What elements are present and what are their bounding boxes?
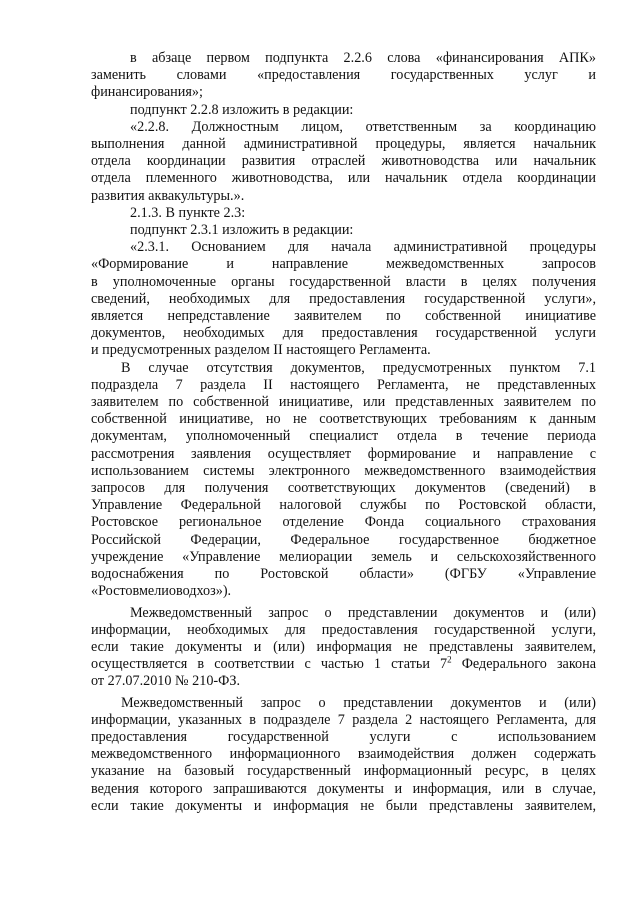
paragraph-4: 2.1.3. В пункте 2.3: <box>130 204 246 221</box>
paragraph-8-line-2: информации, необходимых для предоставления государственной услуги, <box>91 621 596 638</box>
paragraph-3-line-5: развития аквакультуры.». <box>91 187 245 204</box>
paragraph-9-line-7: если такие документы и информация не были представлены заявителем, <box>91 797 596 814</box>
paragraph-6-line-1: «2.3.1. Основанием для начала административной процедуры <box>130 239 596 256</box>
paragraph-7-line-9: Управление Федеральной налоговой службы по Ростовской области, <box>91 497 596 514</box>
paragraph-9-line-1: Межведомственный запрос о представлении документов и (или) <box>121 694 596 711</box>
paragraph-6-line-6: документов, необходимых для предоставления государственной услуги <box>91 325 596 342</box>
paragraph-7-line-11: Российской Федерации, Федеральное государственное бюджетное <box>91 531 596 548</box>
paragraph-7-line-8: запросов для получения соответствующих документов (сведений) в <box>91 480 596 497</box>
paragraph-7-line-2: подраздела 7 раздела II настоящего Регламента, не представленных <box>91 376 596 393</box>
paragraph-7-line-3: заявителем по собственной инициативе, или представленных заявителем по <box>91 394 596 411</box>
paragraph-6-line-7: и предусмотренных разделом II настоящего Регламента. <box>91 342 431 359</box>
paragraph-8-line-1: Межведомственный запрос о представлении документов и (или) <box>130 604 596 621</box>
paragraph-8-line-4 <box>91 656 596 673</box>
document-page <box>91 50 596 815</box>
paragraph-8-line-4-text: осуществляется в соответствии с частью 1 статьи 7 <box>91 656 448 673</box>
paragraph-6-line-4: сведений, необходимых для предоставления государственной услуги», <box>91 290 596 307</box>
paragraph-9-line-3: предоставления государственной услуги с использованием <box>91 728 596 745</box>
paragraph-1-line-1: в абзаце первом подпункта 2.2.6 слова «финансирования АПК» <box>130 50 596 66</box>
paragraph-7-line-4: собственной инициативе, но не соответствующих требованиям к данным <box>91 411 596 428</box>
paragraph-7-line-7: использованием системы электронного межведомственного взаимодействия <box>91 462 596 479</box>
paragraph-7-line-6: рассмотрения заявления осуществляет формирование и направление с <box>91 445 596 462</box>
paragraph-3-line-2: выполнения данной административной процедуры, является начальник <box>91 136 596 153</box>
paragraph-5: подпункт 2.3.1 изложить в редакции: <box>130 222 354 239</box>
paragraph-7-line-12: учреждение «Управление мелиорации земель и сельскохозяйственного <box>91 548 596 565</box>
paragraph-7-line-14: «Ростовмелиоводхоз»). <box>91 583 232 600</box>
paragraph-9-line-6: ведения которого запрашиваются документы и информация, или в случае, <box>91 780 596 797</box>
paragraph-7-line-1: В случае отсутствия документов, предусмотренных пунктом 7.1 <box>121 359 596 376</box>
paragraph-7-line-5: документам, уполномоченный специалист отдела в течение периода <box>91 428 596 445</box>
paragraph-3-line-3: отдела координации развития отраслей животноводства или начальник <box>91 153 596 170</box>
superscript: 2 <box>447 654 452 665</box>
paragraph-8-line-4-tail: Федерального закона <box>451 656 597 673</box>
paragraph-7-line-13: водоснабжения по Ростовской области» (ФГБУ «Управление <box>91 566 596 583</box>
paragraph-6-line-2: «Формирование и направление межведомственных запросов <box>91 256 596 273</box>
paragraph-2: подпункт 2.2.8 изложить в редакции: <box>130 101 354 118</box>
paragraph-7-line-10: Ростовское региональное отделение Фонда социального страхования <box>91 514 596 531</box>
paragraph-8-line-3: если такие документы и (или) информация не представлены заявителем, <box>91 638 596 655</box>
paragraph-9-line-4: межведомственного информационного взаимодействия должен содержать <box>91 746 596 763</box>
paragraph-6-line-3: в уполномоченные органы государственной власти в целях получения <box>91 273 596 290</box>
paragraph-1-line-3: финансирования»; <box>91 84 203 101</box>
paragraph-1-line-2: заменить словами «предоставления государственных услуг и <box>91 67 596 84</box>
paragraph-3-line-1: «2.2.8. Должностным лицом, ответственным за координацию <box>130 118 596 135</box>
paragraph-9-line-2: информации, указанных в подразделе 7 раздела 2 настоящего Регламента, для <box>91 711 596 728</box>
paragraph-9-line-5: указание на базовый государственный информационный ресурс, в целях <box>91 763 596 780</box>
paragraph-3-line-4: отдела племенного животноводства, или начальник отдела координации <box>91 170 596 187</box>
paragraph-6-line-5: является непредставление заявителем по собственной инициативе <box>91 308 596 325</box>
paragraph-8-line-5: от 27.07.2010 № 210-ФЗ. <box>91 673 240 690</box>
